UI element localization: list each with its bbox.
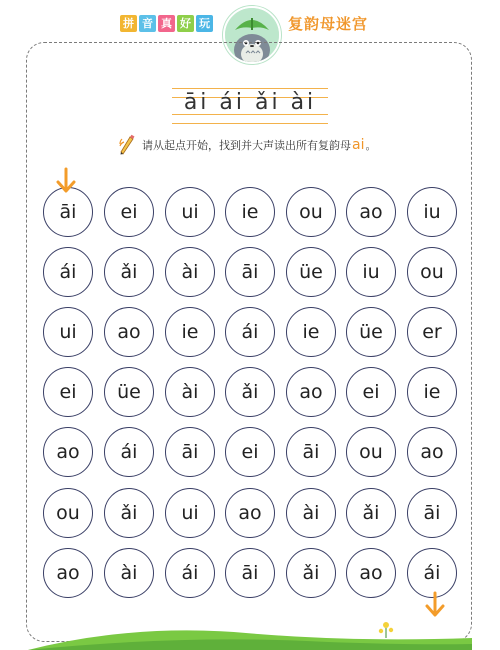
- maze-cell[interactable]: āi: [286, 427, 336, 477]
- maze-cell[interactable]: ao: [225, 488, 275, 538]
- maze-cell[interactable]: iu: [346, 247, 396, 297]
- maze-cell[interactable]: āi: [225, 548, 275, 598]
- maze-cell[interactable]: ei: [104, 187, 154, 237]
- maze-cell[interactable]: ie: [407, 367, 457, 417]
- maze-cell[interactable]: ái: [407, 548, 457, 598]
- grass-hill-decoration: [28, 612, 472, 650]
- maze-cell[interactable]: ou: [407, 247, 457, 297]
- maze-cell[interactable]: āi: [165, 427, 215, 477]
- maze-cell[interactable]: er: [407, 307, 457, 357]
- maze-cell[interactable]: ài: [286, 488, 336, 538]
- maze-cell[interactable]: ui: [165, 488, 215, 538]
- maze-cell[interactable]: üe: [346, 307, 396, 357]
- maze-cell[interactable]: ao: [286, 367, 336, 417]
- maze-cell[interactable]: ie: [165, 307, 215, 357]
- maze-cell[interactable]: ao: [104, 307, 154, 357]
- instruction-target-final: ai: [352, 137, 365, 153]
- target-syllables: āi ái ǎi ài: [183, 90, 317, 115]
- maze-cell[interactable]: ǎi: [225, 367, 275, 417]
- maze-cell[interactable]: üe: [104, 367, 154, 417]
- maze-cell[interactable]: ái: [104, 427, 154, 477]
- maze-cell[interactable]: ie: [286, 307, 336, 357]
- maze-cell[interactable]: ou: [43, 488, 93, 538]
- maze-cell[interactable]: ei: [225, 427, 275, 477]
- maze-cell[interactable]: āi: [407, 488, 457, 538]
- maze-cell[interactable]: ài: [165, 367, 215, 417]
- maze-cell[interactable]: ie: [225, 187, 275, 237]
- maze-cell[interactable]: ei: [346, 367, 396, 417]
- maze-cell[interactable]: ǎi: [104, 488, 154, 538]
- brand-tag: 音: [139, 15, 156, 32]
- instruction-text: 请从起点开始，找到并大声读出所有复韵母: [142, 139, 351, 152]
- instruction-end: 。: [365, 139, 377, 152]
- maze-cell[interactable]: āi: [43, 187, 93, 237]
- maze-cell[interactable]: ao: [346, 548, 396, 598]
- maze-cell[interactable]: ǎi: [286, 548, 336, 598]
- maze-cell[interactable]: ou: [346, 427, 396, 477]
- maze-cell[interactable]: ou: [286, 187, 336, 237]
- maze-cell[interactable]: ui: [165, 187, 215, 237]
- maze-cell[interactable]: ao: [346, 187, 396, 237]
- maze-cell[interactable]: ài: [104, 548, 154, 598]
- start-arrow-icon: [54, 167, 78, 195]
- maze-cell[interactable]: ái: [43, 247, 93, 297]
- maze-cell[interactable]: iu: [407, 187, 457, 237]
- maze-cell[interactable]: āi: [225, 247, 275, 297]
- maze-cell[interactable]: ui: [43, 307, 93, 357]
- brand-tag: 真: [158, 15, 175, 32]
- maze-cell[interactable]: üe: [286, 247, 336, 297]
- maze-cell[interactable]: ái: [165, 548, 215, 598]
- brand-tag: 拼: [120, 15, 137, 32]
- maze-cell[interactable]: ei: [43, 367, 93, 417]
- worksheet-title: 复韵母迷宫: [288, 15, 369, 33]
- brand-tag: 好: [177, 15, 194, 32]
- maze-cell[interactable]: ǎi: [346, 488, 396, 538]
- maze-cell[interactable]: ao: [43, 548, 93, 598]
- maze-cell[interactable]: ao: [407, 427, 457, 477]
- maze-cell[interactable]: ao: [43, 427, 93, 477]
- maze-cell[interactable]: ài: [165, 247, 215, 297]
- brand-tag: 玩: [196, 15, 213, 32]
- maze-cell[interactable]: ǎi: [104, 247, 154, 297]
- maze-cell[interactable]: ái: [225, 307, 275, 357]
